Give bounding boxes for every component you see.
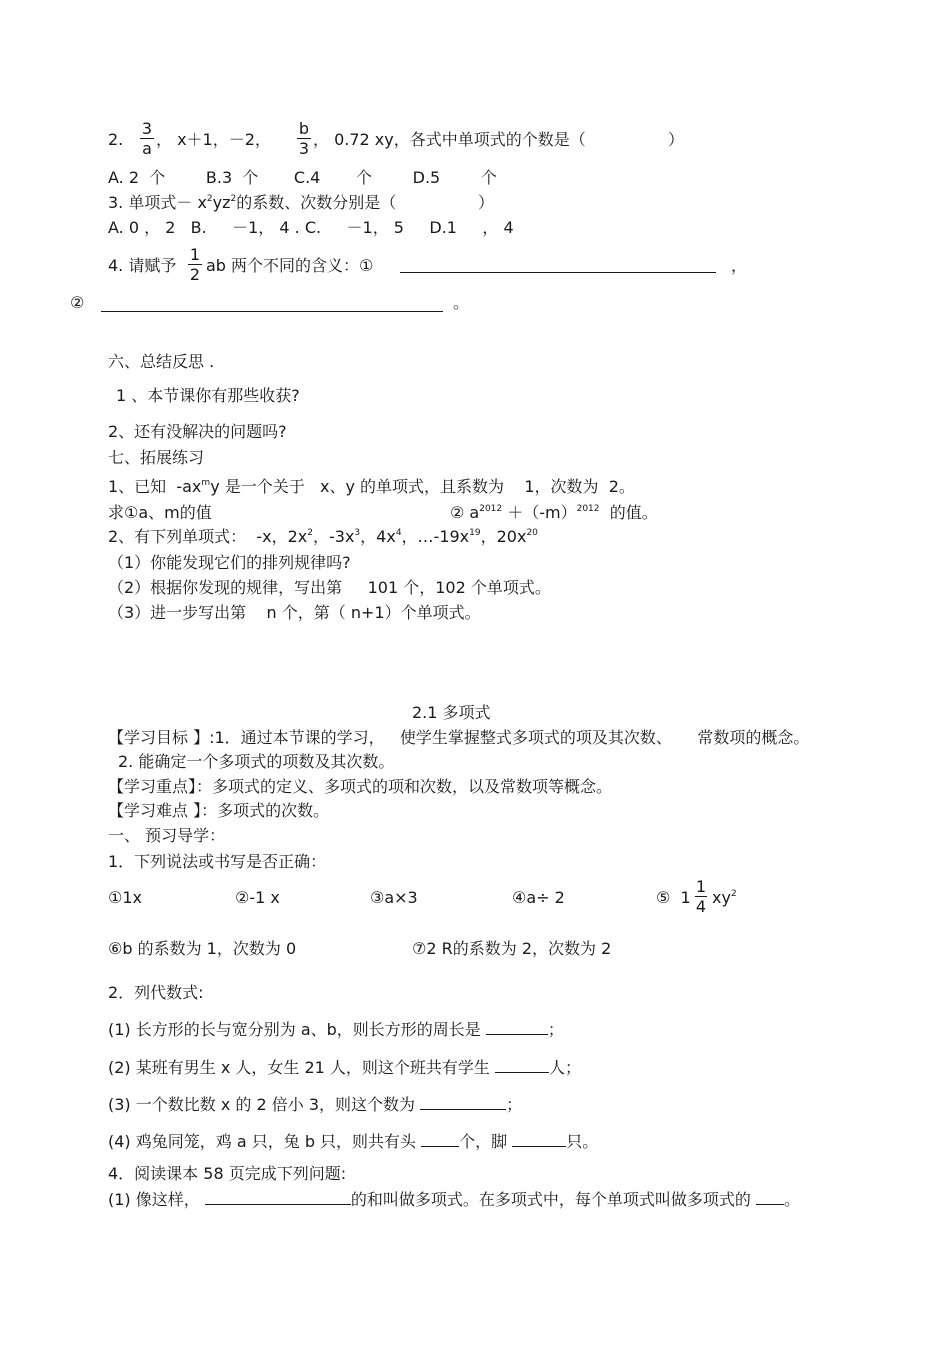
expression-4: (4) 鸡兔同笼，鸡 a 只，兔 b 只，则共有头 个，脚 只。 (108, 1132, 599, 1151)
item-2: ②-1 x (235, 888, 280, 907)
section-6-title: 六、总结反思 . (108, 352, 215, 371)
q3-close-paren: ） (478, 193, 495, 212)
reading-question-4-1: (1) 像这样， 的和叫做多项式。在多项式中，每个单项式叫做多项式的 。 (108, 1190, 800, 1209)
item-1: ①1x (108, 888, 142, 907)
answer-blank-1[interactable] (400, 258, 716, 273)
q2-middle-terms: ， x＋1，－2， (156, 130, 271, 149)
expression-1: (1) 长方形的长与宽分别为 a、b，则长方形的周长是 ； (108, 1020, 564, 1039)
reflection-item-2: 2、还有没解决的问题吗? (108, 422, 287, 441)
preview-question-1: 1．下列说法或书写是否正确： (108, 852, 327, 871)
q4-prefix: 4. 请赋予 (108, 256, 177, 275)
learning-goal-1: 【学习目标 】:1．通过本节课的学习， 使学生掌握整式多项式的项及其次数、 常数项的概念。 (108, 728, 810, 747)
fraction-b-over-3: b 3 (298, 119, 310, 158)
preview-question-2: 2．列代数式: (108, 983, 204, 1002)
q4-comma: ， (731, 256, 748, 275)
reflection-item-1: 1 、本节课你有那些收获? (116, 386, 300, 405)
q2-close-paren: ） (668, 130, 685, 149)
expression-1-blank[interactable] (486, 1020, 548, 1035)
learning-goal-2: 2. 能确定一个多项式的项数及其次数。 (118, 752, 395, 771)
q3-text: 3. 单项式－ $x^2yz^2$的系数、次数分别是（ (108, 193, 397, 212)
expression-2: (2) 某班有男生 x 人，女生 21 人，则这个班共有学生 人； (108, 1058, 582, 1077)
expression-4-blank-feet[interactable] (512, 1132, 566, 1147)
q4-end: 。 (453, 293, 470, 312)
q2-question-text: ， 0.72 xy，各式中单项式的个数是（ (313, 130, 586, 149)
learning-focus: 【学习重点】：多项式的定义、多项式的项和次数，以及常数项等概念。 (108, 777, 613, 796)
q2-number: 2. (108, 130, 124, 149)
extension-problem-1-part-1: 求①a、m的值 (108, 503, 212, 522)
fraction-3-over-a: 3 a (141, 119, 153, 158)
extension-problem-1: 1、已知 $-ax^my$ 是一个关于 x、y 的单项式，且系数为 1，次数为 2。 (108, 477, 635, 496)
q2-options: A. 2 个 B.3 个 C.4 个 D.5 个 (108, 168, 497, 187)
extension-problem-1-part-2: ② $a^{2012} +(-m)^{2012}$ 的值。 (450, 503, 658, 522)
extension-subquestion-1: （1）你能发现它们的排列规律吗? (108, 553, 351, 572)
reading-question-4: 4．阅读课本 58 页完成下列问题: (108, 1164, 347, 1183)
answer-blank-2[interactable] (101, 297, 443, 312)
item-3: ③a×3 (370, 888, 418, 907)
fraction-1-over-2: 1 2 (189, 245, 201, 284)
preview-title: 一、 预习导学： (108, 826, 226, 845)
fraction-1-over-4: 1 4 (695, 877, 707, 916)
item-5-prefix: ⑤ 1 (656, 888, 691, 907)
item-7: ⑦2 R的系数为 2，次数为 2 (412, 939, 612, 958)
q3-options: A. 0 ， 2 B. －1， 4 . C. －1， 5 D.1 ， 4 (108, 218, 514, 237)
expression-4-blank-heads[interactable] (421, 1132, 459, 1147)
item-4: ④a÷ 2 (512, 888, 565, 907)
reading-blank-1[interactable] (205, 1190, 351, 1205)
item-6: ⑥b 的系数为 1，次数为 0 (108, 939, 297, 958)
q4-second-marker: ② (70, 293, 85, 312)
extension-subquestion-3: （3）进一步写出第 n 个，第（ n+1）个单项式。 (108, 603, 481, 622)
section-7-title: 七、拓展练习 (108, 448, 205, 467)
learning-difficulty: 【学习难点 】：多项式的次数。 (108, 801, 330, 820)
item-5-term: $xy^2$ (712, 888, 737, 907)
expression-2-blank[interactable] (495, 1058, 549, 1073)
expression-3-blank[interactable] (420, 1095, 506, 1110)
reading-blank-2[interactable] (756, 1190, 784, 1205)
expression-3: (3) 一个数比数 x 的 2 倍小 3，则这个数为 ； (108, 1095, 523, 1114)
q4-text: ab 两个不同的含义：① (206, 256, 374, 275)
extension-subquestion-2: （2）根据你发现的规律，写出第 101 个，102 个单项式。 (108, 578, 551, 597)
lesson-heading: 2.1 多项式 (412, 703, 491, 722)
extension-problem-2: 2、有下列单项式： -x，$2x^2$，$-3x^3$，$4x^4$，$\dots-19x^{19}$，$20x^{20}$ (108, 527, 538, 546)
